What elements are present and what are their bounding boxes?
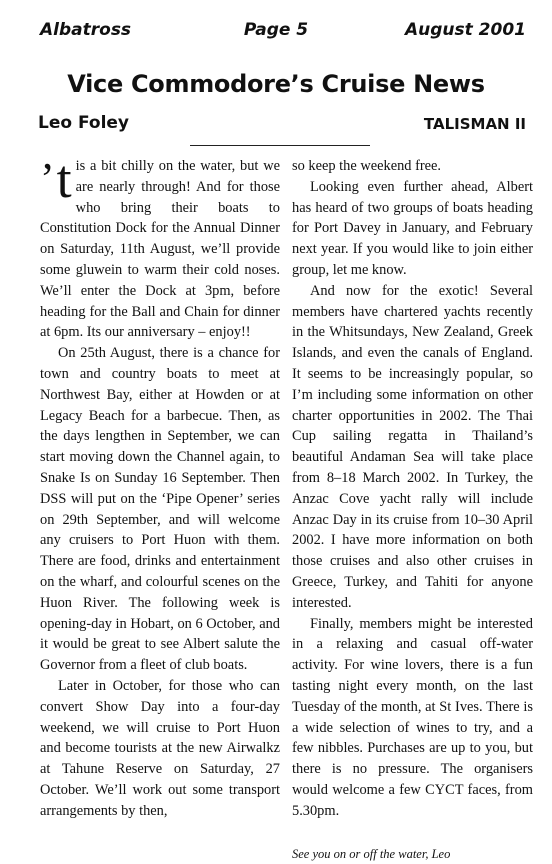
signoff: See you on or off the water, Leo xyxy=(292,844,533,864)
paragraph: so keep the weekend free. xyxy=(292,156,533,177)
paragraph: Looking even further ahead, Albert has heard of two groups of boats heading for Port Davey in January, and February next year. If you would like to join either group, let me know. xyxy=(292,177,533,281)
paragraph: And now for the exotic! Several members have chartered yachts recently in the Whitsundays, New Zealand, Greek Islands, and even the canals of England. It seems to be increasingly popular, so I’m including some information on other charter opportunities in 2002. The Thai Cup sailing regatta in Thailand’s beautiful Andaman Sea will take place from 8–18 March 2002. In Turkey, the Anzac Cove yacht rally will include Anzac Day in its cruise from 10–30 April 2002. I have more information on both those cruises and also other cruises in Greece, Turkey, and Tahiti for anyone interested. xyxy=(292,281,533,614)
paragraph: On 25th August, there is a chance for town and country boats to meet at Northwest Bay, either at Howden or at Legacy Beach for a barbecue. Then, as the days lengthen in September, we can start moving down the Channel again, to Snake Is on Sunday 16 September. Then DSS will put on the ‘Pipe Opener’ series on 29th September, and will welcome any cruisers to Port Huon with them. There are food, drinks and entertainment on the wharf, and colourful scenes on the Huon River. The following week is opening-day in Hobart, on 6 October, and it would be great to see Albert salute the Governor from a fleet of club boats. xyxy=(40,343,280,676)
title-divider xyxy=(190,145,370,146)
publication-name: Albatross xyxy=(40,20,131,40)
boat-name: TALISMAN II xyxy=(424,115,526,133)
drop-cap: ’t xyxy=(40,158,72,200)
paragraph-text: is a bit chilly on the water, but we are nearly through! And for those who bring their boats to Constitution Dock for the Annual Dinner on Saturday, 11th August, we’ll provide some gluwein to warm their cold noses. We’ll enter the Dock at 3pm, before heading for the Ball and Chain for dinner at 6pm. Its our anniversary – enjoy!! xyxy=(40,158,280,340)
paragraph xyxy=(40,156,280,343)
paragraph: Later in October, for those who can convert Show Day into a four-day weekend, we will cruise to Port Huon and become tourists at the new Airwalkz at Tahune Reserve on Saturday, 27 October. We’ll work out some transport arrangements by then, xyxy=(40,676,280,822)
article-column-left xyxy=(40,156,280,822)
paragraph: Finally, members might be interested in a relaxing and casual off-water activity. For wine lovers, there is a fun tasting night every month, on the last Tuesday of the month, at St Ives. There is a wide selection of wines to try, and a few nibbles. Purchases are up to you, but there is no pressure. The organisers would welcome a few CYCT faces, from 5.30pm. xyxy=(292,614,533,822)
article-author: Leo Foley xyxy=(38,113,129,133)
article-column-right xyxy=(292,156,533,864)
issue-date: August 2001 xyxy=(405,20,526,40)
page-number: Page 5 xyxy=(0,20,552,40)
article-title: Vice Commodore’s Cruise News xyxy=(0,70,552,98)
